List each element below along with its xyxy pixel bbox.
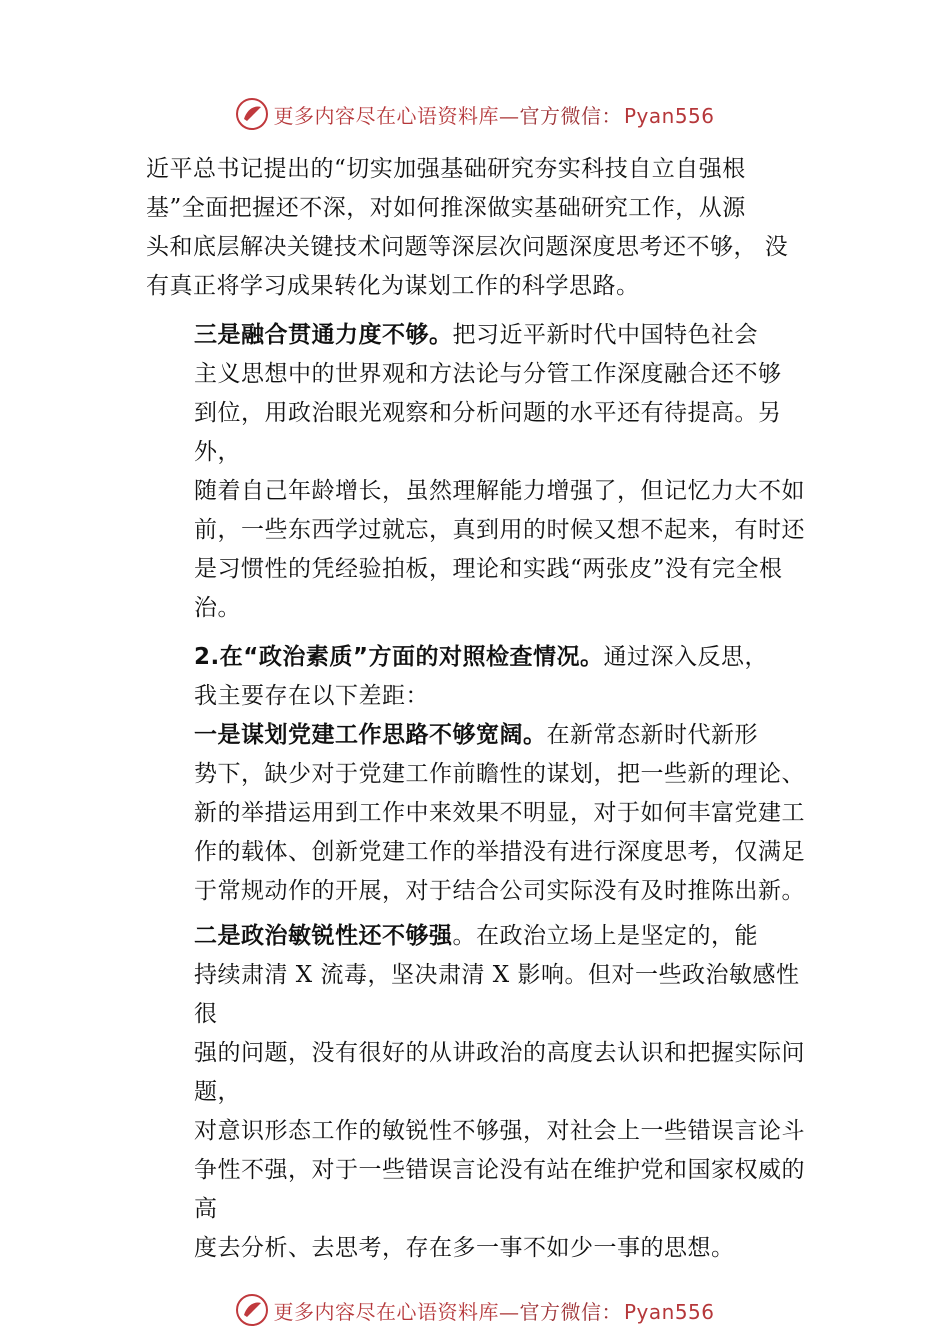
- header-banner: [0, 94, 950, 134]
- header-text: 更多内容尽在心语资料库—官方微信： Pyan556: [273, 103, 715, 128]
- paragraph-3: [146, 638, 816, 716]
- paragraph-5: [146, 917, 816, 1268]
- paragraph-5-heading: 二是政治敏锐性还不够强: [194, 923, 453, 949]
- paragraph-3-heading: 2.在“政治素质”方面的对照检查情况。: [194, 644, 604, 670]
- paragraph-4: [146, 716, 816, 911]
- paragraph-2: [146, 316, 816, 628]
- paragraph-4-heading: 一是谋划党建工作思路不够宽阔。: [194, 722, 547, 748]
- footer-banner: [0, 1290, 950, 1330]
- logo-icon: [235, 97, 269, 131]
- paragraph-2-text: 把习近平新时代中国特色社会 主义思想中的世界观和方法论与分管工作深度融合还不够 到位，用政治眼光观察和分析问题的水平还有待提高。另外， 随着自己年龄增长，虽然理解能力增强了，但记忆力大不如 前，一些东西学过就忘，真到用的时候又想不起来，有时还 是习惯性的凭经验拍板，理论和实践“两张皮”没有完全根 治。: [194, 322, 805, 621]
- paragraph-2-heading: 三是融合贯通力度不够。: [194, 322, 453, 348]
- footer-text: 更多内容尽在心语资料库—官方微信： Pyan556: [273, 1299, 715, 1324]
- paragraph-5-text: 。在政治立场上是坚定的，能 持续肃清 X 流毒，坚决肃清 X 影响。但对一些政治敏感性很 强的问题，没有很好的从讲政治的高度去认识和把握实际问题， 对意识形态工作的敏锐性不够强，对社会上一些错误言论斗 争性不强，对于一些错误言论没有站在维护党和国家权威的高 度去分析、去思考，存在多一事不如少一事的思想。: [194, 923, 805, 1261]
- paragraph-3-text: 通过深入反思， 我主要存在以下差距：: [194, 644, 768, 709]
- paragraph-1: 近平总书记提出的“切实加强基础研究夯实科技自立自强根 基”全面把握还不深，对如何推深做实基础研究工作，从源 头和底层解决关键技术问题等深层次问题深度思考还不够， 没 有真正将学习成果转化为谋划工作的科学思路。: [146, 156, 789, 299]
- paragraph-4-text: 在新常态新时代新形 势下，缺少对于党建工作前瞻性的谋划，把一些新的理论、 新的举措运用到工作中来效果不明显，对于如何丰富党建工 作的载体、创新党建工作的举措没有进行深度思考，仅满足 于常规动作的开展，对于结合公司实际没有及时推陈出新。: [194, 722, 805, 904]
- document-body: [146, 150, 816, 1268]
- logo-icon: [235, 1293, 269, 1327]
